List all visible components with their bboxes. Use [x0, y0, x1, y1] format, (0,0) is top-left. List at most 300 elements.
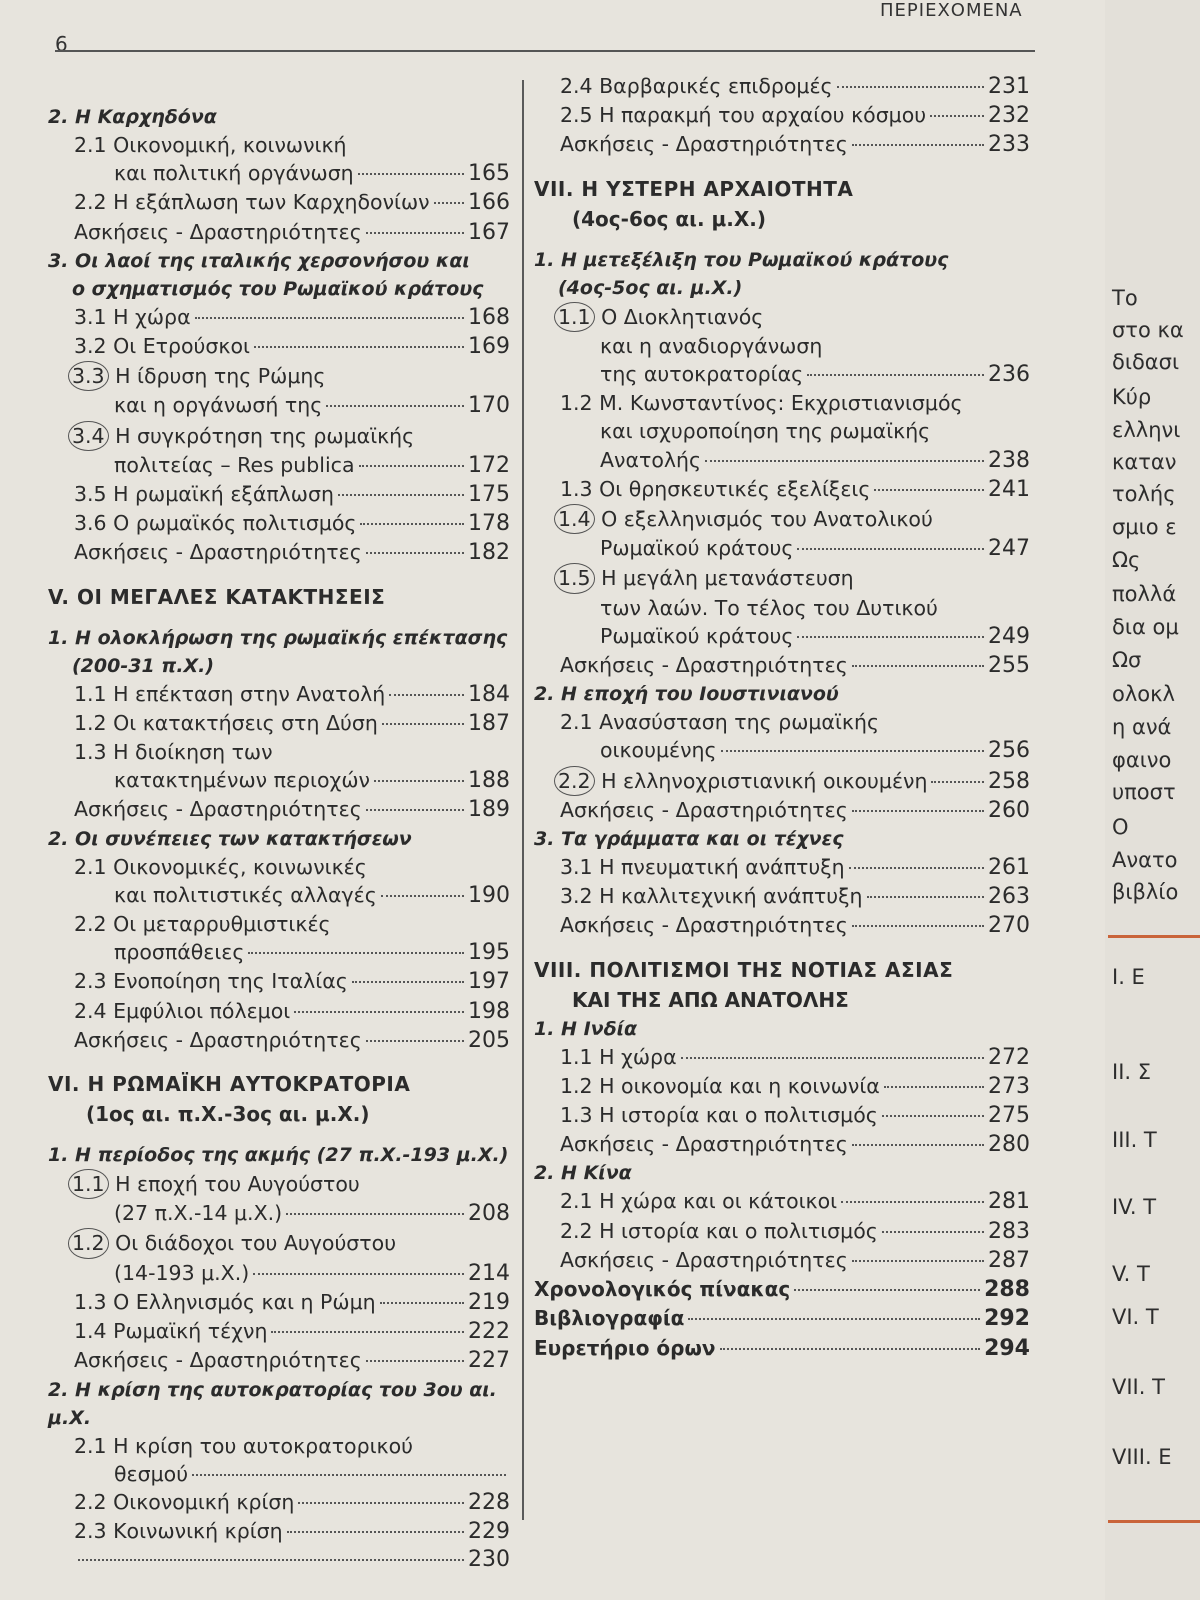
toc-entry-title: 1.4 Ρωμαϊκή τέχνη: [74, 1319, 268, 1344]
leader-dots: [837, 86, 984, 88]
leader-dots: [389, 694, 464, 696]
toc-entry-title: 1.2 Μ. Κωνσταντίνος: Εκχριστιανισμός: [560, 391, 963, 416]
leader-dots: [360, 523, 464, 525]
leader-dots: [352, 981, 464, 983]
page-ref: 208: [468, 1201, 510, 1227]
chapter-heading: (4ος-6ος αι. μ.Χ.): [572, 206, 766, 231]
spacer: [48, 612, 510, 624]
toc-entry-title: [560, 766, 927, 796]
toc-entry-title: Ασκήσεις - Δραστηριότητες: [74, 797, 362, 822]
toc-entry: [534, 708, 1030, 736]
section-heading: 3. Οι λαοί της ιταλικής χερσονήσου και: [48, 249, 470, 272]
toc-entry: [48, 391, 510, 420]
section-heading: 2. Η εποχή του Ιουστινιανού: [534, 683, 839, 706]
next-page-fragment: καταν: [1112, 450, 1177, 474]
page-ref: 190: [468, 882, 510, 908]
toc-entry: [48, 1546, 510, 1574]
toc-entry-title: και πολιτική οργάνωση: [114, 161, 354, 186]
leader-dots: [882, 1231, 984, 1233]
toc-entry-title: 1.3 Ο Ελληνισμός και η Ρώμη: [74, 1289, 376, 1314]
toc-entry: [48, 680, 510, 709]
page-ref: 233: [988, 132, 1030, 158]
toc-entry-title: Ασκήσεις - Δραστηριότητες: [560, 653, 848, 678]
toc-entry: [48, 1432, 510, 1460]
leader-dots: [374, 780, 464, 782]
toc-entry: [534, 766, 1030, 796]
section-heading: 1. Η μετεξέλιξη του Ρωμαϊκού κράτους: [534, 248, 949, 271]
page-ref: 165: [468, 161, 510, 187]
toc-entry-title: προσπάθειες: [114, 940, 245, 965]
toc-entry: [48, 766, 510, 795]
toc-entry-title: 2.2 Η ιστορία και ο πολιτισμός: [560, 1218, 878, 1243]
next-page-rule: [1108, 1520, 1200, 1523]
toc-entry-title: Ρωμαϊκού κράτους: [600, 536, 794, 561]
toc-entry-title: 3.1 Η πνευματική ανάπτυξη: [560, 855, 845, 880]
chapter-heading: VII. Η ΥΣΤΕΡΗ ΑΡΧΑΙΟΤΗΤΑ: [534, 176, 854, 201]
toc-entry: [48, 1259, 510, 1288]
page-ref: 184: [468, 681, 510, 707]
toc-entry: [48, 159, 510, 188]
toc-entry-title: 2.4 Εμφύλιοι πόλεμοι: [74, 998, 291, 1023]
leader-dots: [852, 1260, 984, 1262]
leader-dots: [359, 465, 464, 467]
next-page-fragment: Το: [1112, 286, 1138, 310]
page-ref: 281: [988, 1189, 1030, 1215]
toc-entry-title: της αυτοκρατορίας: [600, 362, 804, 387]
page-ref: 256: [988, 738, 1030, 764]
toc-entry: [534, 594, 1030, 622]
toc-entry: [48, 1488, 510, 1517]
leader-dots: [253, 1273, 464, 1275]
leader-dots: [720, 1348, 981, 1350]
page-ref: 263: [988, 884, 1030, 910]
toc-entry-title: οικουμένης: [600, 738, 717, 763]
leader-dots: [338, 494, 464, 496]
spacer: [48, 1129, 510, 1141]
toc-entry-text: Η ίδρυση της Ρώμης: [108, 364, 326, 389]
section-heading: 2. Η Καρχηδόνα: [48, 106, 217, 128]
next-page-fragment: ολοκλ: [1112, 682, 1175, 706]
leader-dots: [841, 1201, 984, 1203]
toc-entry-title: 3.6 Ο ρωμαϊκός πολιτισμός: [74, 511, 357, 536]
leader-dots: [681, 1057, 984, 1059]
toc-entry: [48, 738, 510, 766]
page-ref: 197: [468, 969, 510, 995]
circled-section-number: 2.2: [554, 766, 595, 796]
toc-entry-title: 1.3 Η διοίκηση των: [74, 740, 273, 765]
toc-entry-text: Οι διάδοχοι του Αυγούστου: [108, 1231, 397, 1256]
toc-entry: [48, 709, 510, 738]
page-ref: 294: [984, 1335, 1030, 1361]
toc-entry: [48, 1288, 510, 1317]
toc-entry: [48, 938, 510, 967]
toc-entry: [48, 1228, 510, 1258]
next-page-fragment: VIII. Ε: [1112, 1445, 1172, 1469]
leader-dots: [874, 489, 984, 491]
next-page-fragment: σμιο ε: [1112, 515, 1177, 539]
toc-entry-title: 2.3 Κοινωνική κρίση: [74, 1519, 283, 1544]
toc-entry-title: πολιτείας – Res publica: [114, 452, 355, 477]
leader-dots: [358, 173, 464, 175]
next-page-fragment: Ο: [1112, 815, 1129, 839]
toc-entry: [48, 1346, 510, 1375]
leader-dots: [884, 1086, 984, 1088]
toc-entry: [48, 1317, 510, 1346]
page-ref: 188: [468, 768, 510, 794]
leader-dots: [294, 1011, 464, 1013]
toc-entry-title: 1.1 Η επέκταση στην Ανατολή: [74, 681, 386, 706]
toc-entry: [48, 509, 510, 538]
leader-dots: [434, 202, 464, 204]
next-page-fragment: διδασι: [1112, 350, 1180, 374]
toc-entry-title: 2.1 Οικονομικές, κοινωνικές: [74, 854, 367, 879]
toc-entry-title: Ασκήσεις - Δραστηριότητες: [560, 913, 848, 938]
toc-entry: [534, 1043, 1030, 1072]
leader-dots: [248, 952, 464, 954]
next-page-rule: [1108, 935, 1200, 938]
next-page-fragment: πολλά: [1112, 582, 1177, 606]
section-heading: 2. Οι συνέπειες των κατακτήσεων: [48, 827, 412, 850]
page-ref: 270: [988, 913, 1030, 939]
leader-dots: [852, 665, 984, 667]
toc-entry-title: Ρωμαϊκού κράτους: [600, 623, 794, 648]
toc-entry-title: Βιβλιογραφία: [534, 1306, 685, 1331]
toc-entry-title: [74, 1169, 360, 1199]
page-ref: 232: [988, 103, 1030, 129]
next-page-fragment: τολής: [1112, 482, 1176, 506]
toc-entry: [48, 188, 510, 217]
page-ref: 260: [988, 797, 1030, 823]
page-ref: 292: [984, 1306, 1030, 1332]
leader-dots: [797, 548, 984, 550]
page-ref: 238: [988, 447, 1030, 473]
toc-entry: [534, 736, 1030, 765]
next-page-fragment: Κύρ: [1112, 385, 1152, 409]
next-page-fragment: η ανά: [1112, 715, 1172, 739]
toc-entry: [534, 130, 1030, 159]
page-ref: 178: [468, 511, 510, 537]
toc-right-column: [534, 72, 1030, 1363]
page-ref: 288: [984, 1277, 1030, 1303]
page-ref: 272: [988, 1044, 1030, 1070]
toc-entry-title: Ασκήσεις - Δραστηριότητες: [74, 1348, 362, 1373]
toc-entry-title: Ασκήσεις - Δραστηριότητες: [74, 540, 362, 565]
section-heading: ο σχηματισμός του Ρωμαϊκού κράτους: [72, 277, 484, 300]
toc-entry: [48, 795, 510, 824]
toc-entry: [48, 1169, 510, 1199]
toc-entry: [534, 911, 1030, 940]
leader-dots: [287, 1531, 464, 1533]
toc-entry-title: 2.2 Οι μεταρρυθμιστικές: [74, 912, 331, 937]
toc-entry-title: θεσμού: [114, 1461, 189, 1486]
section-heading: 1. Η Ινδία: [534, 1017, 638, 1040]
toc-entry-title: και πολιτιστικές αλλαγές: [114, 882, 377, 907]
toc-entry-title: και η οργάνωσή της: [114, 393, 323, 418]
toc-entry: [48, 332, 510, 361]
next-page-fragment: δια ομ: [1112, 615, 1179, 639]
toc-entry-title: και η αναδιοργάνωση: [600, 333, 823, 358]
page-ref: 261: [988, 855, 1030, 881]
toc-entry-title: 1.1 Η χώρα: [560, 1044, 677, 1069]
toc-entry-title: Χρονολογικός πίνακας: [534, 1277, 791, 1302]
leader-dots: [807, 374, 984, 376]
page-ref: 255: [988, 653, 1030, 679]
toc-entry-title: Ανατολής: [600, 447, 702, 472]
chapter-heading: ΚΑΙ ΤΗΣ ΑΠΩ ΑΝΑΤΟΛΗΣ: [572, 987, 849, 1012]
toc-entry-text: Η εποχή του Αυγούστου: [108, 1172, 360, 1197]
leader-dots: [286, 1213, 464, 1215]
leader-dots: [794, 1289, 980, 1291]
section-heading: 2. Η κρίση της αυτοκρατορίας του 3ου αι. μ.Χ.: [48, 1378, 497, 1429]
toc-entry: [534, 563, 1030, 593]
toc-entry-title: 1.2 Η οικονομία και η κοινωνία: [560, 1073, 880, 1098]
next-page-fragment: ελληνι: [1112, 418, 1181, 442]
leader-dots: [852, 144, 984, 146]
leader-dots: [326, 405, 464, 407]
toc-entry-title: 2.2 Η εξάπλωση των Καρχηδονίων: [74, 190, 430, 215]
toc-entry: [48, 910, 510, 938]
chapter-heading: VIII. ΠΟΛΙΤΙΣΜΟΙ ΤΗΣ ΝΟΤΙΑΣ ΑΣΙΑΣ: [534, 957, 954, 982]
page-ref: 275: [988, 1103, 1030, 1129]
toc-entry: [534, 302, 1030, 332]
leader-dots: [366, 809, 464, 811]
toc-entry-text: Ο Διοκλητιανός: [594, 304, 764, 329]
toc-entry: [534, 1217, 1030, 1246]
leader-dots: [380, 1302, 464, 1304]
toc-entry: [48, 538, 510, 567]
next-page-fragment: υποστ: [1112, 780, 1176, 804]
next-page-fragment: βιβλίο: [1112, 880, 1179, 904]
toc-entry-title: Ευρετήριο όρων: [534, 1335, 716, 1360]
toc-entry-title: 1.3 Οι θρησκευτικές εξελίξεις: [560, 476, 871, 501]
toc-entry-text: Ο εξελληνισμός του Ανατολικού: [594, 507, 933, 532]
page-ref: 219: [468, 1289, 510, 1315]
header-rule: [55, 50, 1035, 52]
toc-entry-title: 2.2 Οικονομική κρίση: [74, 1489, 295, 1514]
toc-entry-title: (14-193 μ.Χ.): [114, 1260, 250, 1285]
leader-dots: [852, 925, 984, 927]
toc-entry: [534, 1130, 1030, 1159]
page-ref: 168: [468, 304, 510, 330]
toc-entry: [534, 1304, 1030, 1333]
toc-entry-title: Ασκήσεις - Δραστηριότητες: [560, 132, 848, 157]
toc-entry: [48, 451, 510, 480]
toc-entry: [48, 1460, 510, 1488]
leader-dots: [797, 636, 984, 638]
toc-entry-title: Ασκήσεις - Δραστηριότητες: [74, 219, 362, 244]
page-ref: 227: [468, 1348, 510, 1374]
chapter-heading: V. ΟΙ ΜΕΓΑΛΕΣ ΚΑΤΑΚΤΗΣΕΙΣ: [48, 584, 386, 609]
page-ref: 187: [468, 710, 510, 736]
page-ref: 236: [988, 362, 1030, 388]
page-ref: 273: [988, 1073, 1030, 1099]
spacer: [534, 234, 1030, 246]
toc-entry-title: 3.1 Η χώρα: [74, 304, 191, 329]
toc-entry-title: [560, 563, 854, 593]
toc-entry-title: 3.2 Οι Ετρούσκοι: [74, 334, 250, 359]
toc-entry: [48, 218, 510, 247]
circled-section-number: 3.3: [68, 361, 109, 391]
leader-dots: [254, 346, 464, 348]
leader-dots: [366, 1360, 464, 1362]
next-page-fragment: στο κα: [1112, 318, 1184, 342]
toc-entry-title: [74, 361, 325, 391]
toc-entry-title: και ισχυροποίηση της ρωμαϊκής: [600, 419, 931, 444]
leader-dots: [688, 1318, 980, 1320]
chapter-heading: VI. Η ΡΩΜΑΪΚΗ ΑΥΤΟΚΡΑΤΟΡΙΑ: [48, 1072, 411, 1097]
toc-entry-title: 3.2 Η καλλιτεχνική ανάπτυξη: [560, 884, 863, 909]
section-heading: (4ος-5ος αι. μ.Χ.): [558, 276, 743, 299]
toc-entry: [534, 1101, 1030, 1130]
page-ref: 205: [468, 1027, 510, 1053]
toc-entry: [534, 853, 1030, 882]
toc-entry-title: [560, 504, 933, 534]
page-ref: 214: [468, 1260, 510, 1286]
next-page-fragment: VII. Τ: [1112, 1375, 1165, 1399]
next-page-fragment: φαινο: [1112, 748, 1172, 772]
page-number: 6: [55, 32, 68, 56]
toc-entry: [534, 1187, 1030, 1216]
leader-dots: [867, 896, 984, 898]
next-page-fragment: II. Σ: [1112, 1060, 1152, 1084]
page-ref: 258: [988, 768, 1030, 794]
toc-entry-title: [560, 302, 763, 332]
leader-dots: [366, 552, 464, 554]
page-ref: 195: [468, 940, 510, 966]
leader-dots: [931, 781, 984, 783]
page-ref: 247: [988, 536, 1030, 562]
page-ref: 228: [468, 1489, 510, 1515]
page-ref: 230: [468, 1547, 510, 1573]
page-ref: 229: [468, 1519, 510, 1545]
toc-entry: [534, 504, 1030, 534]
toc-entry: [534, 475, 1030, 504]
toc-entry: [534, 72, 1030, 101]
leader-dots: [192, 1474, 506, 1476]
toc-entry: [534, 1072, 1030, 1101]
page-ref: 280: [988, 1132, 1030, 1158]
toc-entry: [534, 332, 1030, 360]
page-ref: 241: [988, 476, 1030, 502]
page-ref: 172: [468, 452, 510, 478]
circled-section-number: 1.1: [554, 302, 595, 332]
page-ref: 169: [468, 334, 510, 360]
toc-entry: [534, 622, 1030, 651]
circled-section-number: 3.4: [68, 421, 109, 451]
next-page-fragment: Ωσ: [1112, 648, 1142, 672]
page-ref: 222: [468, 1319, 510, 1345]
page-ref: 283: [988, 1218, 1030, 1244]
toc-entry: [48, 480, 510, 509]
circled-section-number: 1.5: [554, 563, 595, 593]
toc-entry: [534, 1334, 1030, 1363]
next-page-fragment: IV. Τ: [1112, 1195, 1157, 1219]
toc-entry: [48, 1199, 510, 1228]
toc-entry: [534, 360, 1030, 389]
toc-entry-text: Η ελληνοχριστιανική οικουμένη: [594, 768, 928, 793]
toc-entry: [534, 651, 1030, 680]
page-ref: 175: [468, 482, 510, 508]
section-heading: 2. Η Κίνα: [534, 1162, 632, 1185]
running-header: ΠΕΡΙΕΧΟΜΕΝΑ: [880, 0, 1023, 21]
leader-dots: [298, 1502, 464, 1504]
toc-left-column: [48, 103, 510, 1575]
leader-dots: [705, 460, 984, 462]
toc-entry: [48, 361, 510, 391]
next-page-fragment: Ανατο: [1112, 848, 1178, 872]
toc-entry: [48, 421, 510, 451]
leader-dots: [366, 1040, 464, 1042]
toc-entry-title: [74, 421, 414, 451]
leader-dots: [721, 750, 984, 752]
next-page-fragment: V. Τ: [1112, 1262, 1150, 1286]
toc-entry-title: 2.1 Η χώρα και οι κάτοικοι: [560, 1189, 838, 1214]
circled-section-number: 1.1: [68, 1169, 109, 1199]
toc-entry-title: 2.3 Ενοποίηση της Ιταλίας: [74, 969, 348, 994]
page-ref: 189: [468, 797, 510, 823]
page-ref: 170: [468, 393, 510, 419]
toc-entry-title: 2.1 Ανασύσταση της ρωμαϊκής: [560, 710, 879, 735]
toc-entry-title: Ασκήσεις - Δραστηριότητες: [560, 1247, 848, 1272]
circled-section-number: 1.4: [554, 504, 595, 534]
next-page-fragment: III. Τ: [1112, 1128, 1157, 1152]
toc-entry: [48, 881, 510, 910]
toc-entry-title: των λαών. Το τέλος του Δυτικού: [600, 595, 938, 620]
leader-dots: [78, 1559, 464, 1561]
toc-entry-title: [74, 1228, 396, 1258]
toc-entry-title: 2.5 Η παρακμή του αρχαίου κόσμου: [560, 103, 927, 128]
toc-entry-title: Ασκήσεις - Δραστηριότητες: [74, 1027, 362, 1052]
toc-entry: [534, 389, 1030, 417]
section-heading: 3. Τα γράμματα και οι τέχνες: [534, 828, 844, 851]
page-ref: 287: [988, 1247, 1030, 1273]
toc-entry: [534, 882, 1030, 911]
toc-entry-title: 3.5 Η ρωμαϊκή εξάπλωση: [74, 482, 334, 507]
toc-entry-title: 1.2 Οι κατακτήσεις στη Δύση: [74, 710, 378, 735]
leader-dots: [852, 810, 984, 812]
toc-entry-text: Η συγκρότηση της ρωμαϊκής: [108, 423, 415, 448]
toc-entry: [48, 997, 510, 1026]
toc-entry: [534, 1275, 1030, 1304]
toc-entry-title: Ασκήσεις - Δραστηριότητες: [560, 797, 848, 822]
leader-dots: [366, 232, 464, 234]
toc-entry-title: 1.3 Η ιστορία και ο πολιτισμός: [560, 1103, 878, 1128]
toc-entry: [534, 534, 1030, 563]
page-ref: 167: [468, 219, 510, 245]
page-ref: 198: [468, 998, 510, 1024]
leader-dots: [271, 1331, 464, 1333]
leader-dots: [195, 317, 464, 319]
leader-dots: [852, 1144, 984, 1146]
next-page-fragment: Ως: [1112, 548, 1141, 572]
column-divider: [522, 80, 524, 1520]
toc-entry: [48, 131, 510, 159]
next-page-fragment: I. Ε: [1112, 965, 1145, 989]
toc-entry-text: Η μεγάλη μετανάστευση: [594, 566, 854, 591]
toc-entry-title: κατακτημένων περιοχών: [114, 768, 370, 793]
leader-dots: [882, 1115, 984, 1117]
chapter-heading: (1ος αι. π.Χ.-3ος αι. μ.Χ.): [86, 1102, 370, 1127]
leader-dots: [382, 723, 464, 725]
toc-entry: [534, 446, 1030, 475]
toc-entry: [48, 1026, 510, 1055]
page-ref: 182: [468, 540, 510, 566]
toc-entry-title: 2.1 Η κρίση του αυτοκρατορικού: [74, 1433, 414, 1458]
next-page-fragment: VI. Τ: [1112, 1305, 1159, 1329]
leader-dots: [381, 895, 464, 897]
toc-entry: [534, 101, 1030, 130]
toc-entry: [48, 967, 510, 996]
